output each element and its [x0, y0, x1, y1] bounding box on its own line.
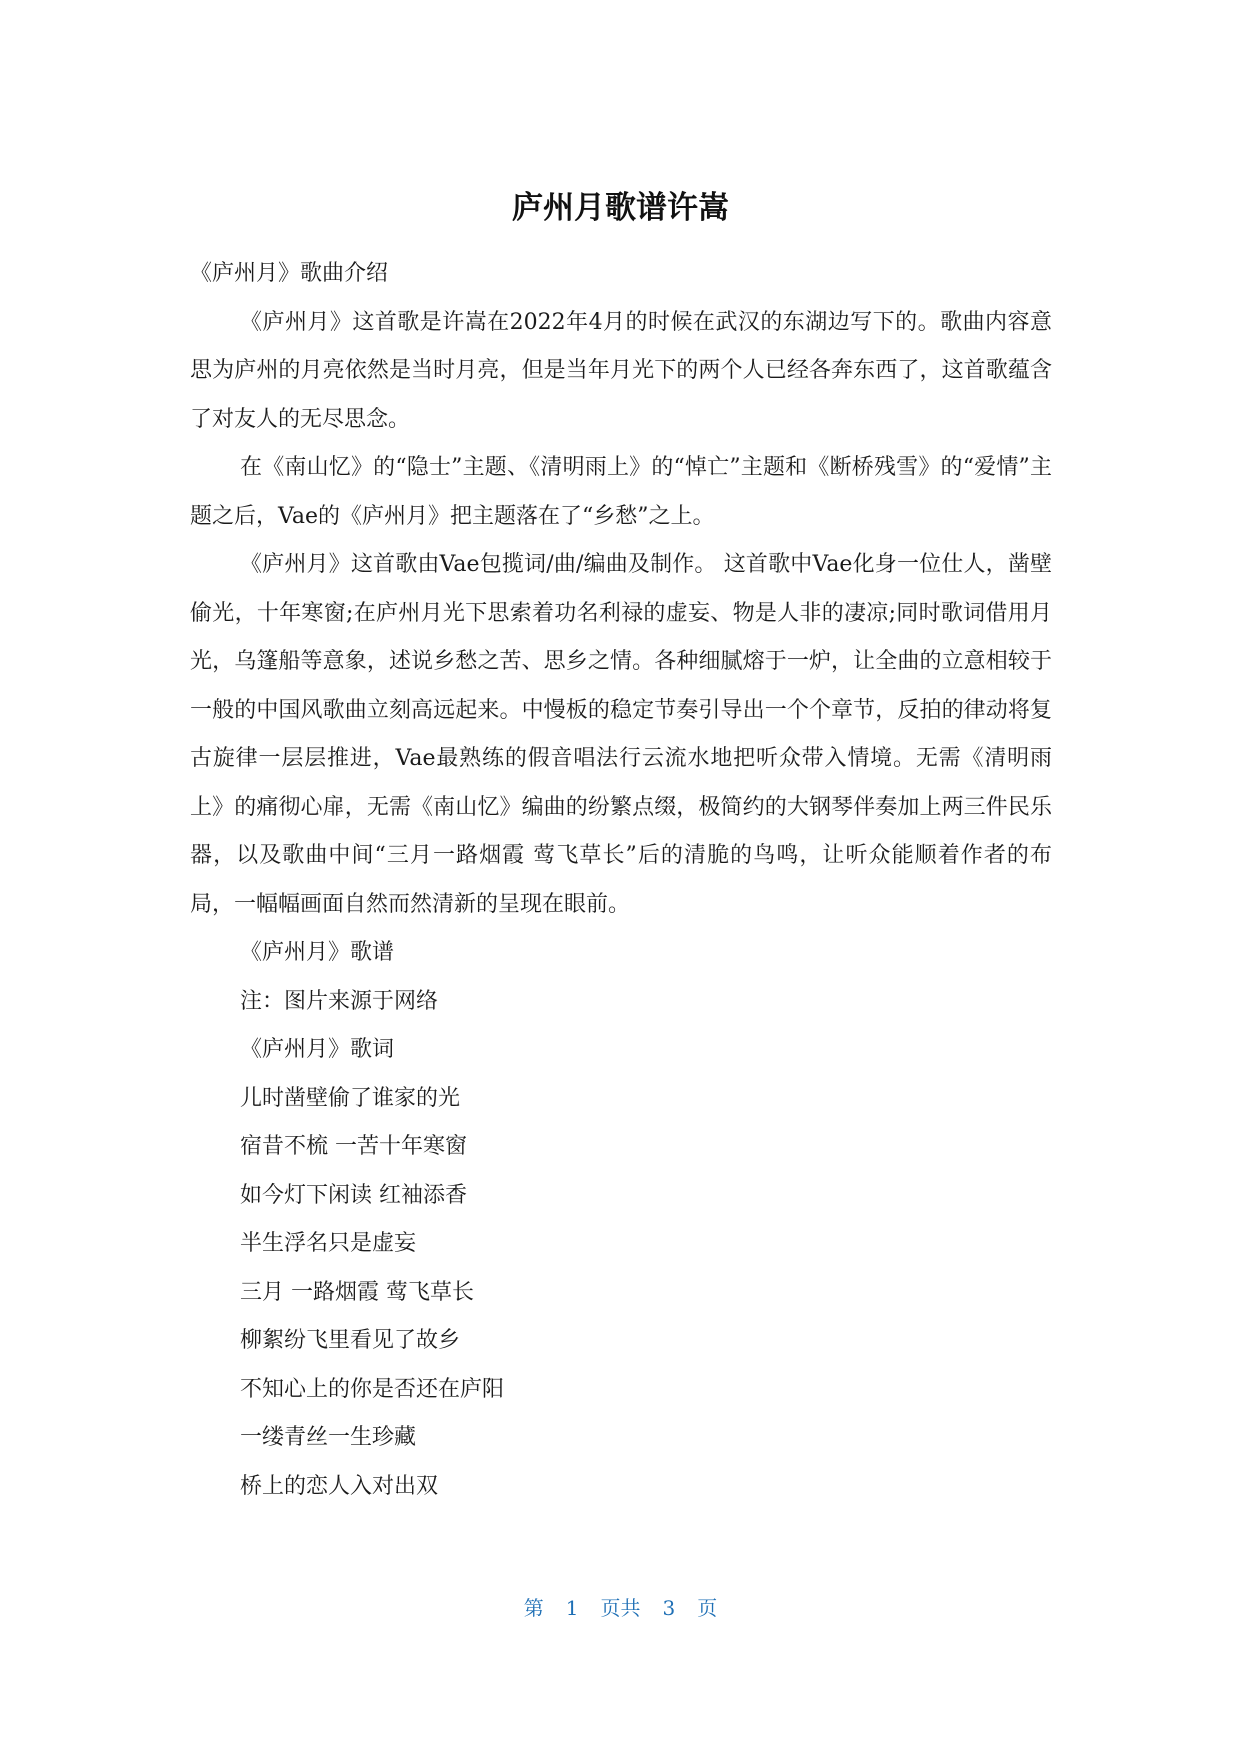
page-footer [0, 1594, 1241, 1622]
intro-heading: 《庐州月》歌曲介绍 [190, 261, 389, 286]
footer-suffix: 页 [697, 1596, 718, 1620]
paragraph-3: 《庐州月》这首歌由Vae包揽词/曲/编曲及制作。 这首歌中Vae化身一位仕人，凿壁偷光，十年寒窗;在庐州月光下思索着功名利禄的虚妄、物是人非的凄凉;同时歌词借用月光，乌篷船等意象，述说乡愁之苦、思乡之情。各种细腻熔于一炉，让全曲的立意相较于一般的中国风歌曲立刻高远起来。中慢板的稳定节奏引导出一个个章节，反拍的律动将复古旋律一层层推进，Vae最熟练的假音唱法行云流水地把听众带入情境。无需《清明雨上》的痛彻心扉，无需《南山忆》编曲的纷繁点缀，极简约的大钢琴伴奏加上两三件民乐器，以及歌曲中间“三月一路烟霞 莺飞草长”后的清脆的鸟鸣，让听众能顺着作者的布局，一幅幅画面自然而然清新的呈现在眼前。 [190, 552, 1052, 917]
footer-middle: 页共 [600, 1596, 641, 1620]
footer-total-pages: 3 [662, 1596, 676, 1620]
lyrics-heading: 《庐州月》歌词 [240, 1037, 395, 1062]
lyric-line: 柳絮纷飞里看见了故乡 [240, 1328, 461, 1353]
score-heading: 《庐州月》歌谱 [240, 940, 395, 965]
footer-prefix: 第 [523, 1596, 544, 1620]
lyric-line: 宿昔不梳 一苦十年寒窗 [240, 1134, 467, 1159]
lyric-line: 半生浮名只是虚妄 [240, 1231, 417, 1256]
document-body [190, 250, 1052, 1511]
footer-current-page: 1 [565, 1596, 579, 1620]
image-source-note: 注：图片来源于网络 [240, 988, 439, 1014]
lyric-line: 桥上的恋人入对出双 [240, 1473, 439, 1499]
lyric-line: 儿时凿壁偷了谁家的光 [240, 1085, 461, 1111]
lyric-line: 如今灯下闲读 红袖添香 [240, 1182, 467, 1208]
lyric-line: 不知心上的你是否还在庐阳 [240, 1376, 505, 1402]
paragraph-2: 在《南山忆》的“隐士”主题、《清明雨上》的“悼亡”主题和《断桥残雪》的“爱情”主题之后，Vae的《庐州月》把主题落在了“乡愁”之上。 [190, 455, 1052, 529]
lyric-line: 三月 一路烟霞 莺飞草长 [240, 1279, 474, 1305]
document-title: 庐州月歌谱许嵩 [512, 190, 729, 226]
lyric-line: 一缕青丝一生珍藏 [240, 1425, 417, 1450]
paragraph-1: 《庐州月》这首歌是许嵩在2022年4月的时候在武汉的东湖边写下的。歌曲内容意思为庐州的月亮依然是当时月亮，但是当年月光下的两个人已经各奔东西了，这首歌蕴含了对友人的无尽思念。 [190, 309, 1052, 432]
